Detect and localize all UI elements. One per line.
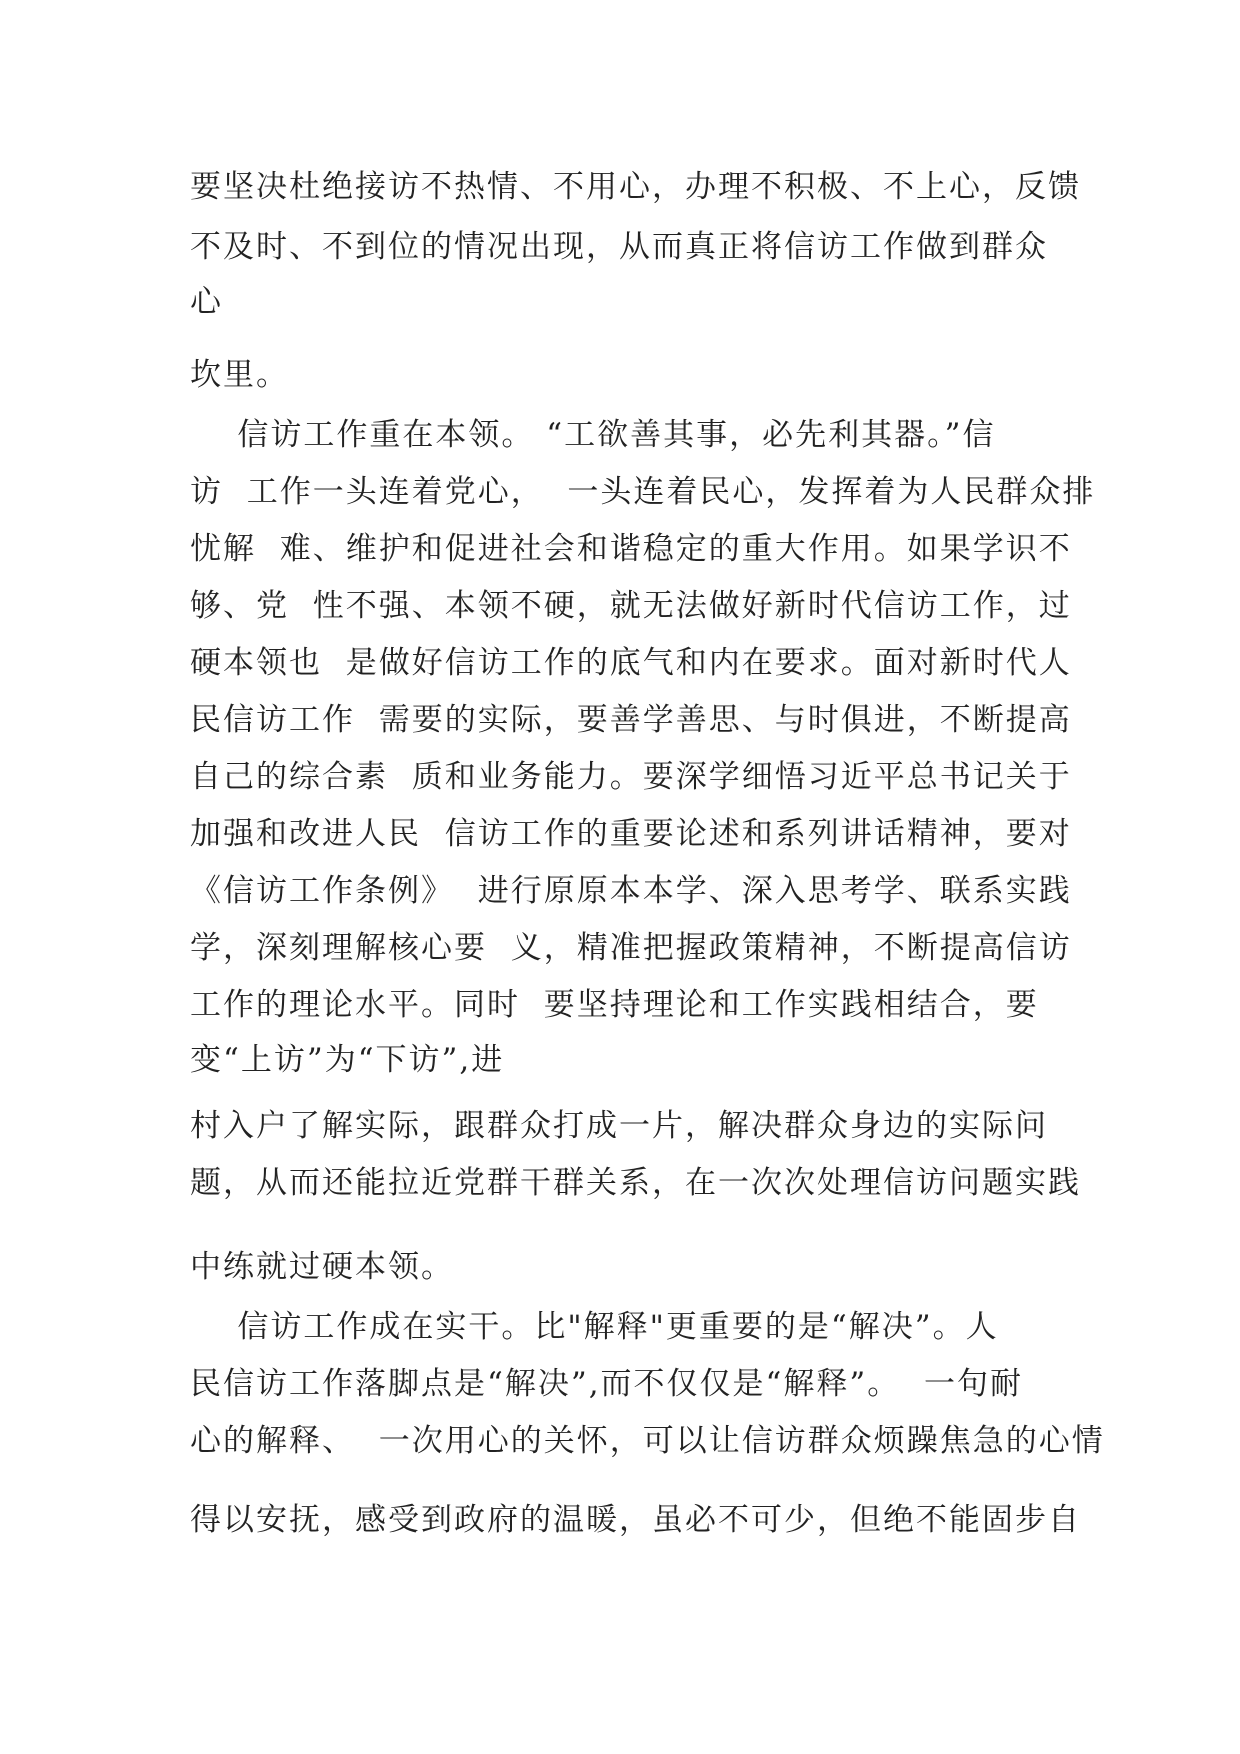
text-line: 中练就过硬本领。 xyxy=(190,1249,454,1285)
text-line: 工作的理论水平。同时 要坚持理论和工作实践相结合，要 xyxy=(190,987,1039,1023)
text-line: 硬本领也 是做好信访工作的底气和内在要求。面对新时代人 xyxy=(190,645,1072,681)
text-line: 学，深刻理解核心要 义，精准把握政策精神，不断提高信访 xyxy=(190,930,1072,966)
text-line: 访 工作一头连着党心， 一头连着民心，发挥着为人民群众排 xyxy=(190,474,1096,510)
text-line: 民信访工作 需要的实际，要善学善思、与时俱进，不断提高 xyxy=(190,702,1072,738)
text-line: 信访工作成在实干。比"解释"更重要的是“解决”。人 xyxy=(190,1309,999,1345)
text-line: 信访工作重在本领。 “工欲善其事，必先利其器。”信 xyxy=(190,417,996,453)
text-line: 题，从而还能拉近党群干群关系，在一次次处理信访问题实践 xyxy=(190,1165,1081,1201)
text-line: 心 xyxy=(190,284,223,320)
text-line: 加强和改进人民 信访工作的重要论述和系列讲话精神，要对 xyxy=(190,816,1072,852)
text-line: 《信访工作条例》 进行原原本本学、深入思考学、联系实践 xyxy=(190,873,1072,909)
text-line: 自己的综合素 质和业务能力。要深学细悟习近平总书记关于 xyxy=(190,759,1072,795)
text-line: 心的解释、 一次用心的关怀，可以让信访群众烦躁焦急的心情 xyxy=(190,1423,1105,1459)
text-line: 得以安抚，感受到政府的温暖，虽必不可少，但绝不能固步自 xyxy=(190,1502,1081,1538)
text-line: 要坚决杜绝接访不热情、不用心，办理不积极、不上心，反馈 xyxy=(190,169,1081,205)
text-line: 够、党 性不强、本领不硬，就无法做好新时代信访工作，过 xyxy=(190,588,1072,624)
text-line: 村入户了解实际，跟群众打成一片，解决群众身边的实际问 xyxy=(190,1108,1048,1144)
text-line: 忧解 难、维护和促进社会和谐稳定的重大作用。如果学识不 xyxy=(190,531,1072,567)
text-line: 变“上访”为“下访”,进 xyxy=(190,1042,505,1078)
text-line: 坎里。 xyxy=(190,357,289,393)
text-line: 民信访工作落脚点是“解决”,而不仅仅是“解释”。 一句耐 xyxy=(190,1366,1023,1402)
text-line: 不及时、不到位的情况出现，从而真正将信访工作做到群众 xyxy=(190,229,1048,265)
